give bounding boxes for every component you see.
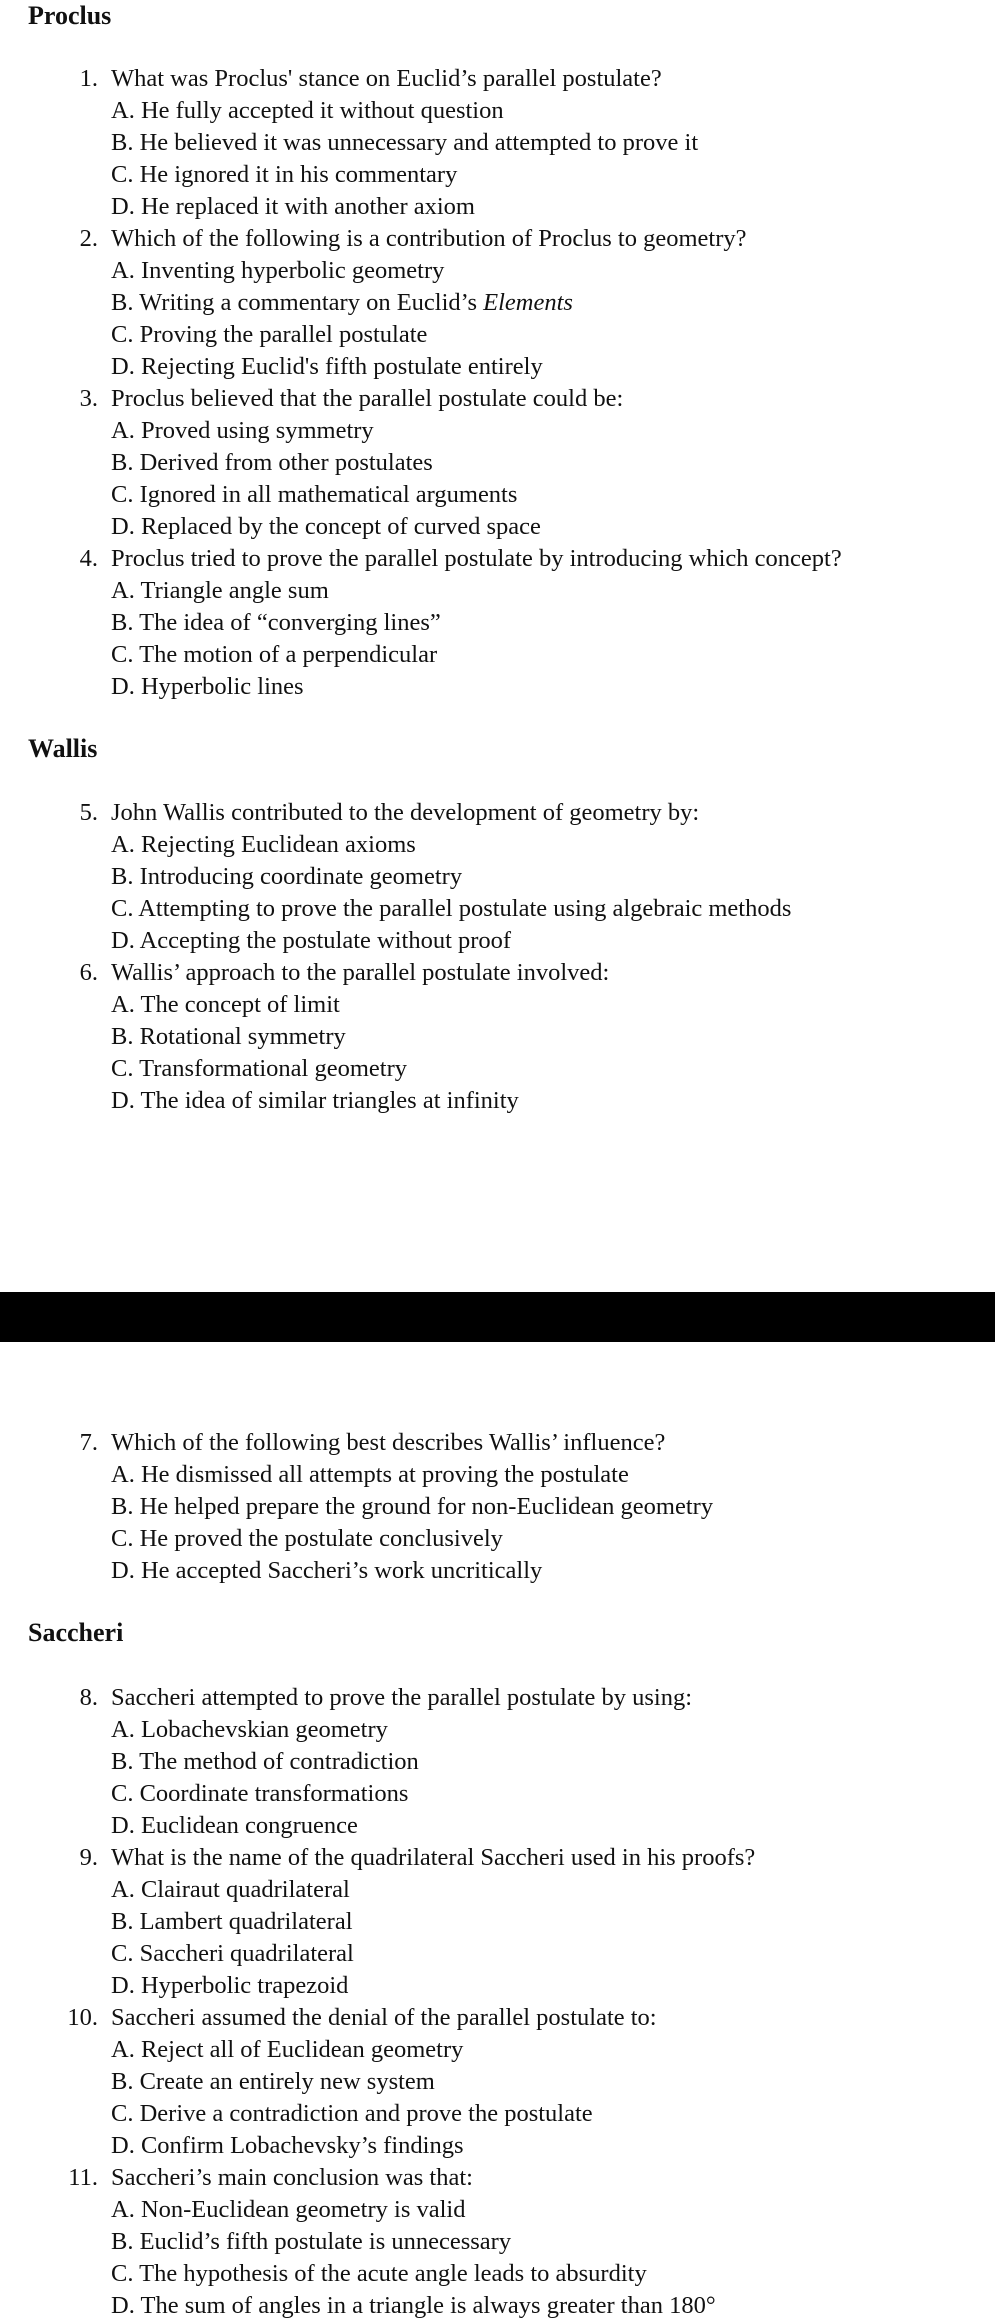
option-c: C. Derive a contradiction and prove the postulate [111, 2100, 593, 2127]
question-text: Saccheri attempted to prove the parallel postulate by using: [111, 1684, 693, 1711]
question-number: 6. [79, 959, 98, 986]
question-number: 8. [79, 1684, 98, 1711]
question-10-stem [0, 2002, 995, 2034]
question-number: 2. [79, 225, 98, 252]
option-c: C. The motion of a perpendicular [111, 641, 438, 668]
option-b: B. Create an entirely new system [111, 2068, 435, 2095]
option-d: D. Hyperbolic lines [111, 673, 304, 700]
question-7-stem [0, 1427, 995, 1459]
option-a: A. Proved using symmetry [111, 417, 374, 444]
option-c: C. Ignored in all mathematical arguments [111, 481, 518, 508]
question-text: Proclus believed that the parallel postulate could be: [111, 385, 624, 412]
option-a: A. The concept of limit [111, 991, 340, 1018]
option-d: D. Hyperbolic trapezoid [111, 1972, 349, 1999]
question-2 [0, 223, 995, 383]
option-a: A. Non-Euclidean geometry is valid [111, 2196, 466, 2223]
option-d: D. The sum of angles in a triangle is always greater than 180° [111, 2292, 716, 2319]
question-text: What is the name of the quadrilateral Saccheri used in his proofs? [111, 1844, 756, 1871]
question-6 [0, 957, 995, 1117]
option-b: B. The idea of “converging lines” [111, 609, 441, 636]
option-a: A. Lobachevskian geometry [111, 1716, 388, 1743]
option-d: D. Replaced by the concept of curved space [111, 513, 541, 540]
question-number: 4. [79, 545, 98, 572]
option-b: B. He believed it was unnecessary and attempted to prove it [111, 129, 699, 156]
question-number: 1. [79, 65, 98, 92]
question-3-stem [0, 383, 995, 415]
option-d: D. He accepted Saccheri’s work uncritically [111, 1557, 543, 1584]
option-c: C. He proved the postulate conclusively [111, 1525, 503, 1552]
question-4-stem [0, 543, 995, 575]
question-text: Wallis’ approach to the parallel postulate involved: [111, 959, 610, 986]
option-c: C. Proving the parallel postulate [111, 321, 428, 348]
option-a: A. Reject all of Euclidean geometry [111, 2036, 464, 2063]
page-break-bar [0, 1292, 995, 1342]
question-number: 10. [67, 2004, 98, 2031]
question-text: Saccheri assumed the denial of the parallel postulate to: [111, 2004, 657, 2031]
option-a: A. Inventing hyperbolic geometry [111, 257, 445, 284]
question-4 [0, 543, 995, 703]
question-number: 3. [79, 385, 98, 412]
option-d: D. Confirm Lobachevsky’s findings [111, 2132, 464, 2159]
option-a: A. Triangle angle sum [111, 577, 329, 604]
option-d: D. He replaced it with another axiom [111, 193, 475, 220]
question-number: 9. [79, 1844, 98, 1871]
option-d: D. Rejecting Euclid's fifth postulate entirely [111, 353, 543, 380]
question-text: Which of the following is a contribution of Proclus to geometry? [111, 225, 747, 252]
option-b: B. Derived from other postulates [111, 449, 433, 476]
option-a: A. Clairaut quadrilateral [111, 1876, 350, 1903]
option-d: D. Euclidean congruence [111, 1812, 358, 1839]
option-c: C. Saccheri quadrilateral [111, 1940, 354, 1967]
question-6-stem [0, 957, 995, 989]
section-title-proclus: Proclus [28, 1, 112, 30]
option-a: A. He fully accepted it without question [111, 97, 504, 124]
option-b: B. Euclid’s fifth postulate is unnecessary [111, 2228, 512, 2255]
question-10 [0, 2002, 995, 2162]
option-c: C. The hypothesis of the acute angle leads to absurdity [111, 2260, 647, 2287]
question-text: What was Proclus' stance on Euclid’s parallel postulate? [111, 65, 662, 92]
question-9-stem [0, 1842, 995, 1874]
question-text: John Wallis contributed to the development of geometry by: [111, 799, 700, 826]
question-7 [0, 1427, 995, 1587]
option-b: B. He helped prepare the ground for non-Euclidean geometry [111, 1493, 714, 1520]
question-2-stem [0, 223, 995, 255]
option-b [111, 287, 573, 319]
option-c: C. He ignored it in his commentary [111, 161, 458, 188]
question-number: 5. [79, 799, 98, 826]
option-b: B. Introducing coordinate geometry [111, 863, 463, 890]
question-text: Proclus tried to prove the parallel postulate by introducing which concept? [111, 545, 842, 572]
option-a: A. He dismissed all attempts at proving the postulate [111, 1461, 629, 1488]
option-c: C. Attempting to prove the parallel postulate using algebraic methods [111, 895, 792, 922]
section-title-wallis: Wallis [28, 734, 98, 763]
question-5 [0, 797, 995, 957]
question-text: Saccheri’s main conclusion was that: [111, 2164, 473, 2191]
option-c: C. Transformational geometry [111, 1055, 408, 1082]
question-8 [0, 1682, 995, 1842]
question-5-stem [0, 797, 995, 829]
section-title-saccheri: Saccheri [28, 1618, 124, 1647]
question-1 [0, 63, 995, 223]
option-b-text: B. Writing a commentary on Euclid’s [111, 289, 484, 316]
question-number: 11. [68, 2164, 98, 2191]
question-8-stem [0, 1682, 995, 1714]
question-11 [0, 2162, 995, 2322]
option-b-italic: Elements [483, 289, 573, 316]
question-text: Which of the following best describes Wallis’ influence? [111, 1429, 666, 1456]
option-c: C. Coordinate transformations [111, 1780, 409, 1807]
question-number: 7. [79, 1429, 98, 1456]
option-d: D. Accepting the postulate without proof [111, 927, 512, 954]
question-3 [0, 383, 995, 543]
option-b: B. Rotational symmetry [111, 1023, 346, 1050]
option-b: B. The method of contradiction [111, 1748, 419, 1775]
option-b: B. Lambert quadrilateral [111, 1908, 353, 1935]
question-9 [0, 1842, 995, 2002]
question-1-stem [0, 63, 995, 95]
option-a: A. Rejecting Euclidean axioms [111, 831, 416, 858]
option-d: D. The idea of similar triangles at infinity [111, 1087, 519, 1114]
question-11-stem [0, 2162, 995, 2194]
